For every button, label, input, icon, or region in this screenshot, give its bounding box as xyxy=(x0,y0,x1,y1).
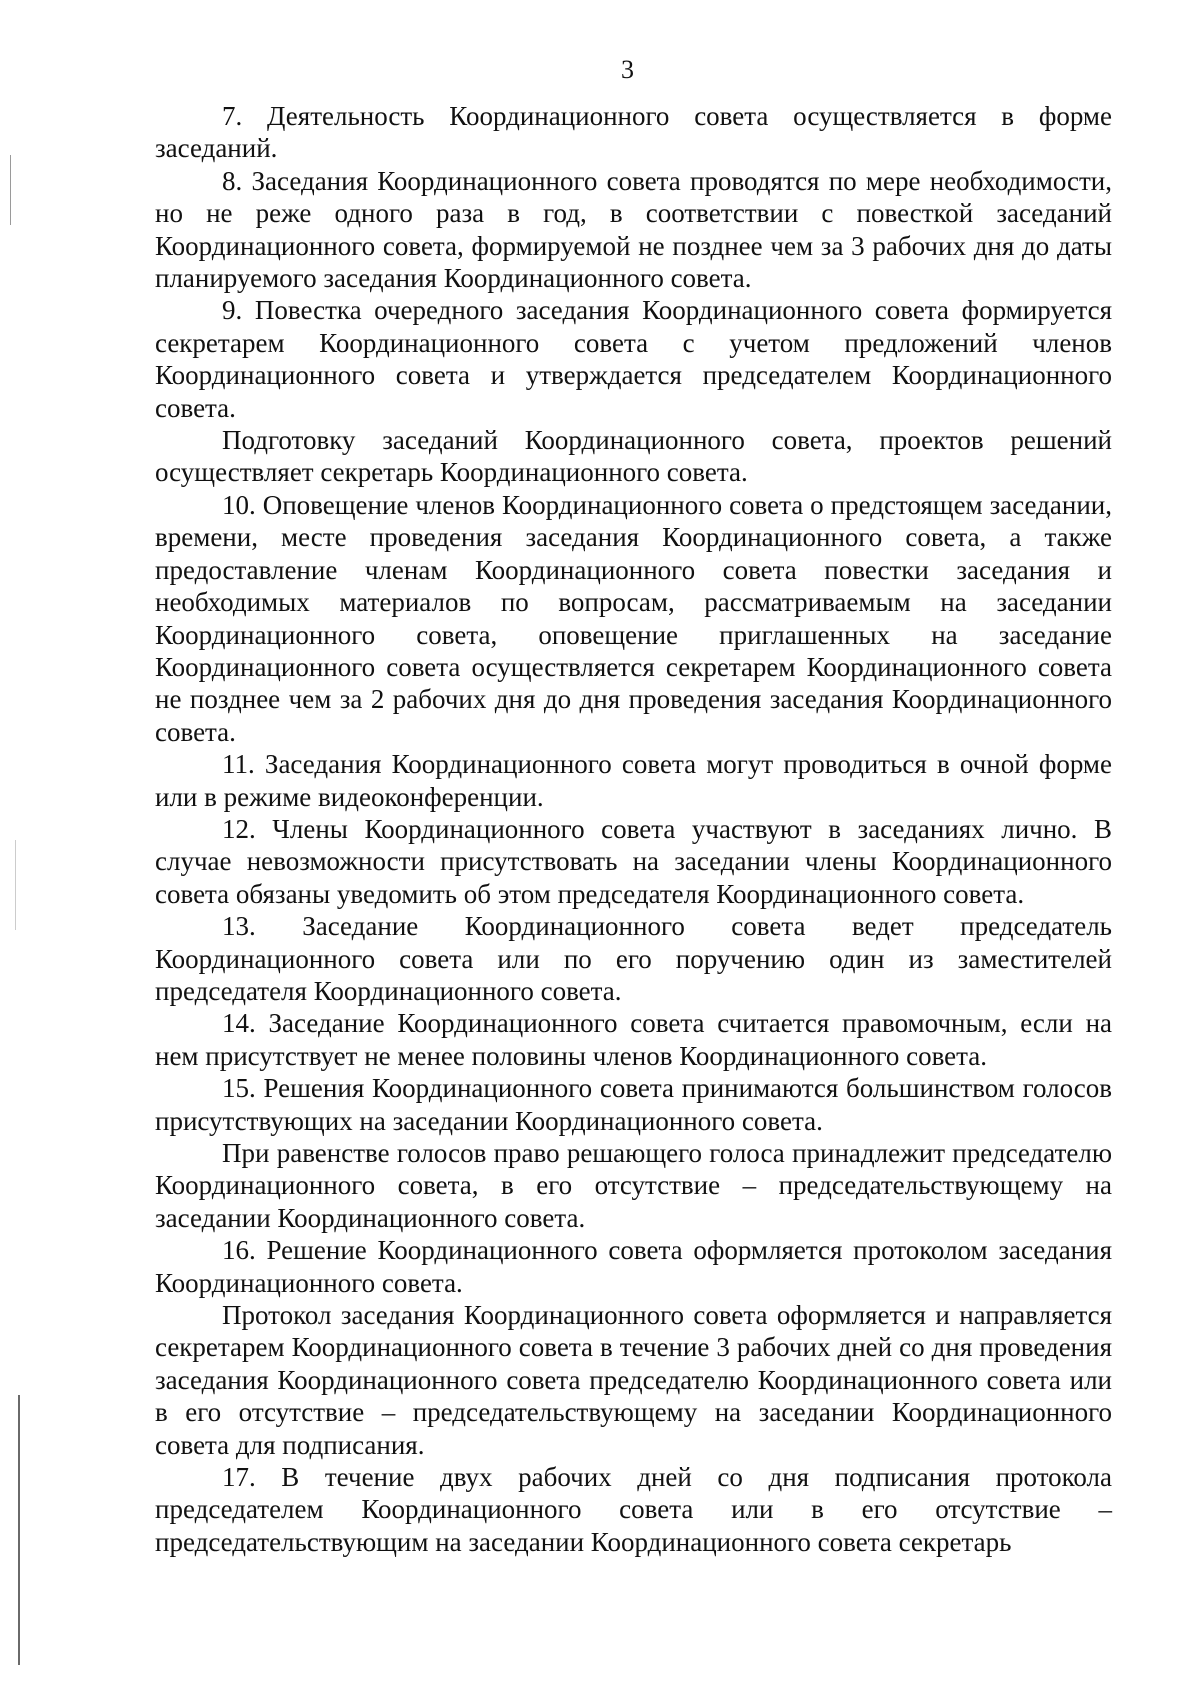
paragraph-17: 17. В течение двух рабочих дней со дня подписания протокола председателем Координационного совета или в его отсутствие – председательствующим на заседании Координационного совета секретарь xyxy=(155,1462,1112,1557)
paragraph-16: 16. Решение Координационного совета оформляется протоколом заседания Координационного совета. xyxy=(155,1235,1112,1298)
paragraph-9-preparation: Подготовку заседаний Координационного совета, проектов решений осуществляет секретарь Координационного совета. xyxy=(155,425,1112,488)
scan-artifact-line xyxy=(10,155,11,225)
paragraph-11: 11. Заседания Координационного совета могут проводиться в очной форме или в режиме видеоконференции. xyxy=(155,749,1112,812)
document-body xyxy=(155,100,1112,1558)
paragraph-10: 10. Оповещение членов Координационного совета о предстоящем заседании, времени, месте проведения заседания Координационного совета, а также предоставление членам Координационного совета повестки заседания и необходимых материалов по вопросам, рассматриваемым на заседании Координационного совета, оповещение приглашенных на заседание Координационного совета осуществляется секретарем Координационного совета не позднее чем за 2 рабочих дня до дня проведения заседания Координационного совета. xyxy=(155,489,1112,747)
paragraph-8: 8. Заседания Координационного совета проводятся по мере необходимости, но не реже одного раза в год, в соответствии с повесткой заседаний Координационного совета, формируемой не позднее чем за 3 рабочих дня до даты планируемого заседания Координационного совета. xyxy=(155,165,1112,294)
paragraph-16-protocol: Протокол заседания Координационного совета оформляется и направляется секретарем Координационного совета в течение 3 рабочих дней со дня проведения заседания Координационного совета председателю Координационного совета или в его отсутствие – председательствующему на заседании Координационного совета для подписания. xyxy=(155,1300,1112,1460)
scan-artifact-line xyxy=(15,840,16,930)
paragraph-13: 13. Заседание Координационного совета ведет председатель Координационного совета или по его поручению один из заместителей председателя Координационного совета. xyxy=(155,911,1112,1006)
page-number: 3 xyxy=(621,55,634,84)
paragraph-12: 12. Члены Координационного совета участвуют в заседаниях лично. В случае невозможности присутствовать на заседании члены Координационного совета обязаны уведомить об этом председателя Координационного совета. xyxy=(155,813,1112,909)
paragraph-15: 15. Решения Координационного совета принимаются большинством голосов присутствующих на заседании Координационного совета. xyxy=(155,1073,1112,1136)
paragraph-7: 7. Деятельность Координационного совета осуществляется в форме заседаний. xyxy=(155,101,1112,164)
scan-artifact-line xyxy=(18,1395,20,1665)
paragraph-9: 9. Повестка очередного заседания Координационного совета формируется секретарем Координационного совета с учетом предложений членов Координационного совета и утверждается председателем Координационного совета. xyxy=(155,295,1112,423)
paragraph-15-tie-vote: При равенстве голосов право решающего голоса принадлежит председателю Координационного совета, в его отсутствие – председательствующему на заседании Координационного совета. xyxy=(155,1138,1112,1233)
paragraph-14: 14. Заседание Координационного совета считается правомочным, если на нем присутствует не менее половины членов Координационного совета. xyxy=(155,1008,1112,1071)
